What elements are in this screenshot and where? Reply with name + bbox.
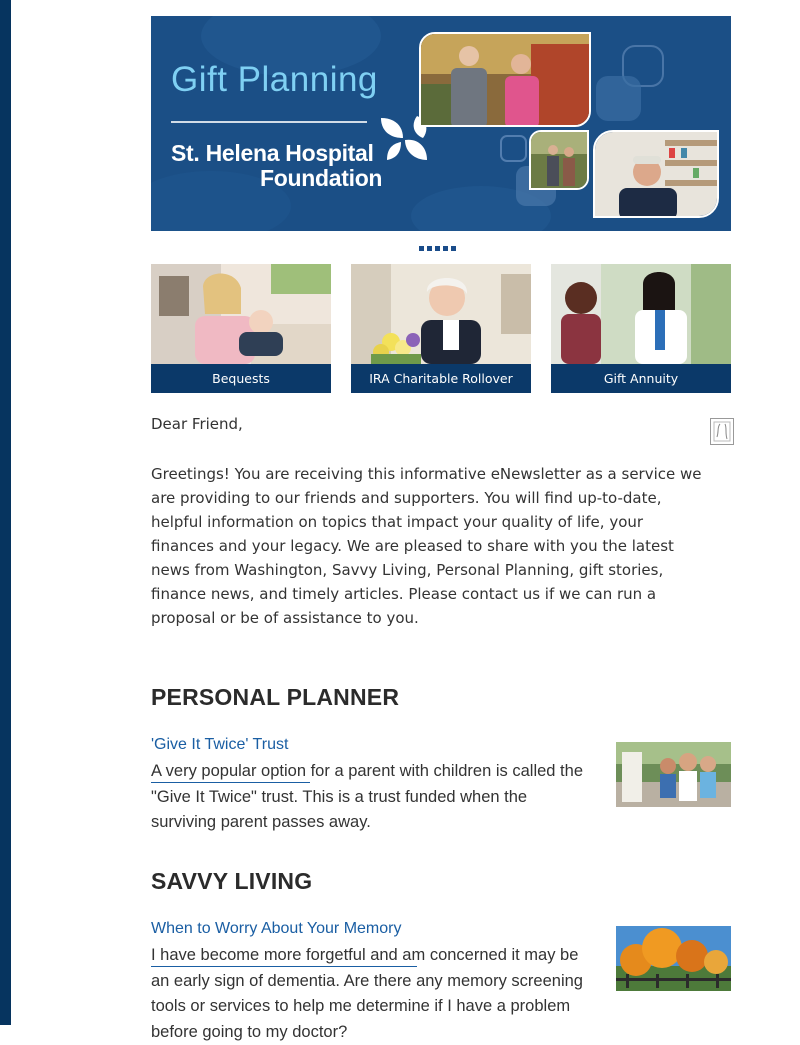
section-heading-personal-planner: PERSONAL PLANNER	[151, 684, 400, 710]
carousel-dot[interactable]	[419, 246, 424, 251]
link-underline	[151, 782, 310, 783]
tile-label-bequests: Bequests	[151, 364, 331, 393]
carousel-dot[interactable]	[451, 246, 456, 251]
banner-divider	[171, 121, 367, 123]
tile-gift-annuity[interactable]	[551, 264, 731, 394]
article-link-worry-about-memory[interactable]: When to Worry About Your Memory	[151, 920, 402, 937]
greeting: Dear Friend,	[151, 415, 243, 433]
women-walking-photo	[529, 130, 589, 190]
section-heading-savvy-living: SAVVY LIVING	[151, 868, 313, 894]
link-underline	[151, 966, 417, 967]
doctor-patient-image	[551, 264, 731, 364]
man-pharmacy-photo	[593, 130, 719, 218]
tile-label-ira-charitable-rollover: IRA Charitable Rollover	[351, 364, 531, 393]
carousel-dot[interactable]	[443, 246, 448, 251]
article-summary-give-it-twice: A very popular option for a parent with children is called the "Give It Twice" trust. This is a trust funded when the surviving parent passes away.	[151, 762, 583, 831]
left-edge-bar	[0, 0, 11, 1025]
article-summary-memory: I have become more forgetful and am concerned it may be an early sign of dementia. Are there any memory screening tools or services to help me determine if I have a problem before going to my doctor?	[151, 946, 583, 1041]
couple-photo	[419, 32, 591, 127]
signature-image-placeholder	[710, 418, 734, 445]
family-kids-thumbnail[interactable]	[616, 742, 731, 807]
banner-org-name-line2: Foundation	[260, 165, 383, 191]
article-link-give-it-twice-trust[interactable]: 'Give It Twice' Trust	[151, 736, 289, 753]
carousel-dot[interactable]	[435, 246, 440, 251]
hero-banner[interactable]	[151, 16, 731, 231]
mother-baby-image	[151, 264, 331, 364]
volunteer-flowers-image	[351, 264, 531, 364]
autumn-trees-thumbnail[interactable]	[616, 926, 731, 991]
tile-label-gift-annuity: Gift Annuity	[551, 364, 731, 393]
carousel-dot[interactable]	[427, 246, 432, 251]
intro-paragraph: Greetings! You are receiving this informative eNewsletter as a service we are providing to our friends and supporters. You will find up-to-date, helpful information on topics that impact your quality of life, your finances and your legacy. We are pleased to share with you the latest news from Washington, Savvy Living, Personal Planning, gift stories, finance news, and timely articles. Please contact us if we can run a proposal or be of assistance to you.	[151, 465, 702, 627]
tile-ira-charitable-rollover[interactable]	[351, 264, 531, 394]
banner-org-name-line1: St. Helena Hospital	[171, 140, 374, 166]
tile-bequests[interactable]	[151, 264, 331, 394]
banner-title: Gift Planning	[171, 60, 378, 99]
carousel-dots[interactable]	[419, 246, 456, 251]
